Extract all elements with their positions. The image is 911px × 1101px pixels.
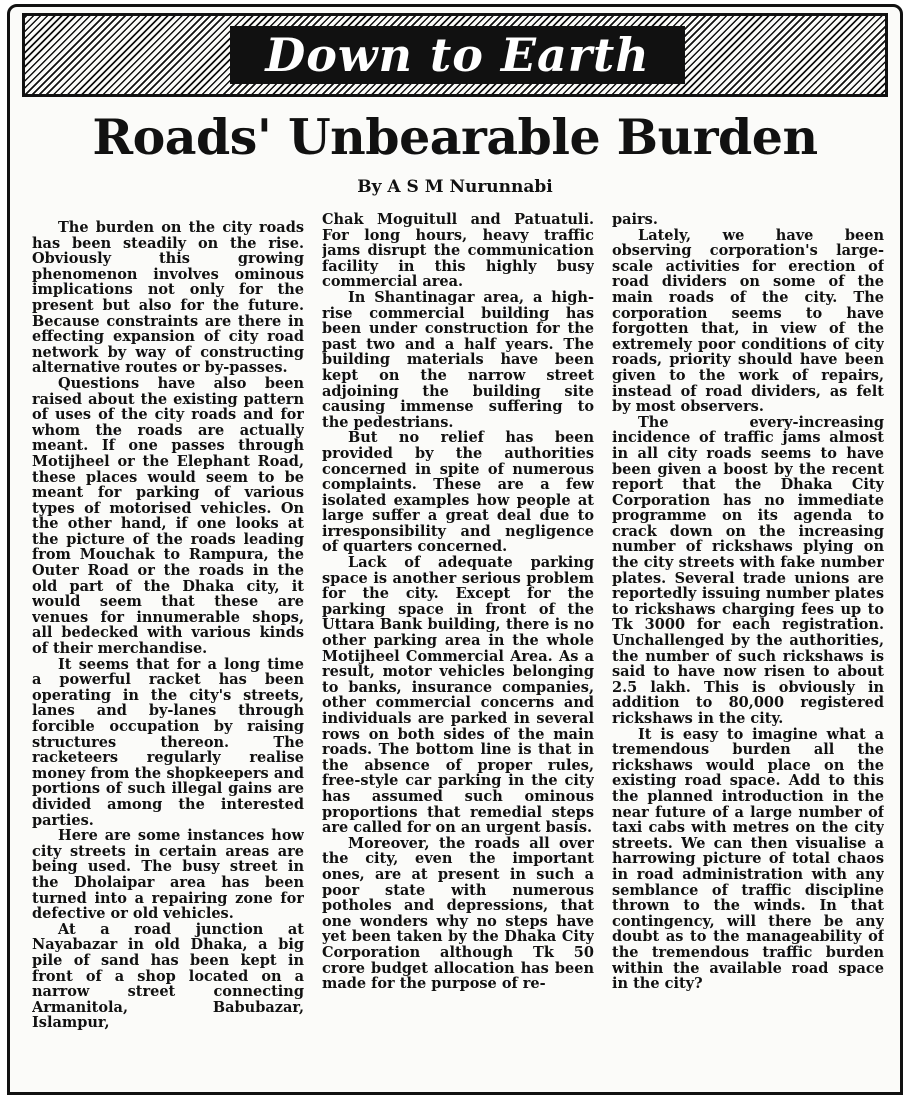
- article-column-3: [612, 212, 884, 1095]
- paragraph: In Shantinagar area, a high-rise commercial building has been under construction for the past two and a half years. The building materials have been kept on the narrow street adjoining the building site causing immense suffering to the pedestrians.: [322, 288, 594, 431]
- paragraph: Questions have also been raised about the existing pattern of uses of the city roads and for whom the roads are actually meant. If one passes through Motijheel or the Elephant Road, these places would seem to be meant for parking of various types of motorised vehicles. On the other hand, if one looks at the picture of the roads leading from Mouchak to Rampura, the Outer Road or the roads in the old part of the Dhaka city, it would seem that these are venues for innumerable shops, all bedecked with various kinds of their merchandise.: [32, 374, 304, 658]
- headline: Roads' Unbearable Burden: [92, 108, 818, 166]
- section-banner: [22, 13, 888, 97]
- section-title: Down to Earth: [230, 26, 685, 84]
- paragraph: It seems that for a long time a powerful racket has been operating in the city's streets, lanes and by-lanes through forcible occupation by raising structures thereon. The racketeers regularly realise money from the shopkeepers and portions of such illegal gains are divided among the interested parties.: [32, 655, 304, 829]
- paragraph: It is easy to imagine what a tremendous burden all the rickshaws would place on the existing road space. Add to this the planned introduction in the near future of a large number of taxi cabs with metres on the city streets. We can then visualise a harrowing picture of total chaos in road administration with any semblance of traffic discipline thrown to the winds. In that contingency, will there be any doubt as to the manageability of the tremendous traffic burden within the available road space in the city?: [612, 725, 884, 993]
- paragraph: Chak Moguitull and Patuatuli. For long hours, heavy traffic jams disrupt the communication facility in this highly busy commercial area.: [322, 212, 594, 291]
- paragraph: Lately, we have been observing corporation's large-scale activities for erection of road dividers on some of the main roads of the city. The corporation seems to have forgotten that, in view of the extremely poor conditions of city roads, priority should have been given to the work of repairs, instead of road dividers, as felt by most observers.: [612, 226, 884, 416]
- article-column-2: [322, 212, 594, 1095]
- paragraph: The burden on the city roads has been steadily on the rise. Obviously this growing phenomenon involves ominous implications not only for the present but also for the future. Because constraints are there in effecting expansion of city road network by way of constructing alternative routes or by-passes.: [32, 220, 304, 377]
- paragraph: Here are some instances how city streets in certain areas are being used. The busy street in the Dholaipar area has been turned into a repairing zone for defective or old vehicles.: [32, 827, 304, 923]
- paragraph: But no relief has been provided by the authorities concerned in spite of numerous complaints. These are a few isolated examples how people at large suffer a great deal due to irresponsibility and negligence of quarters concerned.: [322, 429, 594, 556]
- paragraph: Lack of adequate parking space is another serious problem for the city. Except for the parking space in front of the Uttara Bank building, there is no other parking area in the whole Motijheel Commercial Area. As a result, motor vehicles belonging to banks, insurance companies, other commercial concerns and individuals are parked in several rows on both sides of the main roads. The bottom line is that in the absence of proper rules, free-style car parking in the city has assumed such ominous proportions that remedial steps are called for on an urgent basis.: [322, 554, 594, 837]
- paragraph: Moreover, the roads all over the city, even the important ones, are at present in such a poor state with numerous potholes and depressions, that one wonders why no steps have yet been taken by the Dhaka City Corporation although Tk 50 crore budget allocation has been made for the purpose of re-: [322, 834, 594, 993]
- paragraph: pairs.: [612, 212, 658, 228]
- paragraph: The every-increasing incidence of traffic jams almost in all city roads seems to have been given a boost by the recent report that the Dhaka City Corporation has no immediate programme on its agenda to crack down on the increasing number of rickshaws plying on the city streets with fake number plates. Several trade unions are reportedly issuing number plates to rickshaws charging fees up to Tk 3000 for each registration. Unchallenged by the authorities, the number of such rickshaws is said to have now risen to about 2.5 lakh. This is obviously in addition to 80,000 registered rickshaws in the city.: [612, 413, 884, 727]
- article-column-1: [32, 220, 304, 1095]
- byline: By A S M Nurunnabi: [357, 177, 553, 197]
- paragraph: At a road junction at Nayabazar in old Dhaka, a big pile of sand has been kept in front of a shop located on a narrow street connecting Armanitola, Babubazar, Islampur,: [32, 920, 304, 1032]
- newspaper-clipping: [7, 4, 903, 1095]
